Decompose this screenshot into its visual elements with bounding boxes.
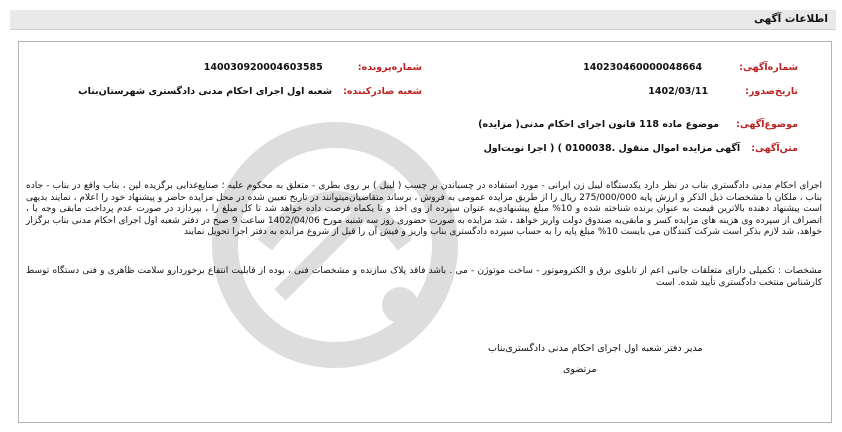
ad-text-value: آگهی مزایده اموال منقول .0100038 ) ( اجرا نوبت‌اول [483,143,741,154]
ad-specs [26,266,822,289]
subject-value: موضوع ماده 118 قانون اجرای احکام مدنی( مزایده) [478,119,720,130]
case-number-value: 140030920004603585 [203,62,323,73]
issue-date-label: تاریخ‌صدور: [745,86,798,97]
issuing-branch-value: شعبه اول اجرای احکام مدنی دادگستری شهرستان‌بناب [78,86,333,97]
ad-text-label: متن‌آگهی: [751,143,798,154]
subject-row [478,119,798,130]
signature-name: مرتضوی [563,364,597,375]
ad-number-value: 140230460000048664 [583,62,703,73]
header-bar [10,10,836,30]
issue-date-value: 1402/03/11 [648,86,709,97]
ad-text-row [484,143,798,154]
ad-number-row [583,62,798,73]
issuing-branch-label: شعبه صادرکننده: [343,86,422,97]
body-paragraph-main: اجرای احکام مدنی دادگستری بناب در نظر دارد یکدستگاه لیبل زن ایرانی - مورد استفاده در چسباندن بر چسب ( لیبل ) بر روی بطری - متعلق به محکوم علیه ؛ صنایع‌غذایی برگزیده لین ، بناب واقع در بناب - جاده بناب ، ملکان با مشخصات ذیل الذکر و ارزش پایه 275/000/000 ریال را از طریق مزایده عمومی به فروش ، برساند متقاضیان‌میتوانند در تاریخ تعیین شده در محل مزایده حاضر و پیشنهاد خود را اعلام ، نمایند بدیهی است پیشنهاد دهنده بالاترین قیمت به عنوان برنده شناخته شده و 10% مبلغ پیشنهادی‌به عنوان سپرده از وی اخذ و تا یکماه فرصت داده خواهد شد تا کل مبلغ را ، بپردازد در صورت عدم پرداخت مابقی وجه یا ، انصراف از سپرده وی هزینه های مزایده کسر و مابقی‌به صندوق دولت واریز خواهد ، شد مزایده به صورت حضوری روز سه شنبه مورخ 1402/04/06 ساعت 9 صبح در دفتر شعبه اول اجرای احکام مدنی بناب برگزار خواهد، شد لازم بذکر است شرکت کنندگان می بایست 10% مبلغ پایه را به حساب سپرده دادگستری بناب واریز و فیش آن را قبل از شروع مزایده به دفتر اجرا تحویل نمایند [26,181,822,237]
signature-title: مدیر دفتر شعبه اول اجرای احکام مدنی دادگستری‌بناب [488,343,703,354]
issuing-branch-row [78,86,422,97]
case-number-row [204,62,422,73]
body-paragraph-specs: مشخصات : تکمیلی دارای متعلقات جانبی اعم از تابلوی برق و الکتروموتور - ساخت موتوژن - می . باشد فاقد پلاک سازنده و مشخصات فنی ، بوده از قابلیت انتفاع برخوردارو سلامت ظاهری و فنی دستگاه توسط کارشناس منتخب دادگستری تأیید شده. است [26,266,822,288]
issue-date-row [648,86,798,97]
watermark-logo [170,95,500,395]
subject-label: موضوع‌آگهی: [736,119,798,130]
ad-body [26,181,822,239]
ad-number-label: شماره‌آگهی: [739,62,798,73]
page-title: اطلاعات آگهی [753,13,828,25]
case-number-label: شماره‌پرونده: [357,62,422,73]
